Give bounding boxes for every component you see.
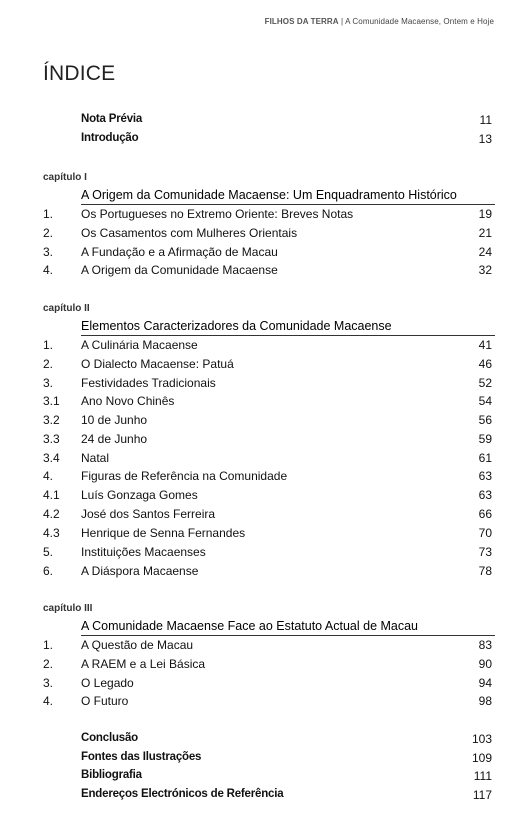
entry-label: O Legado <box>81 676 134 690</box>
toc-entry-front <box>0 113 529 132</box>
toc-entry <box>0 638 529 657</box>
entry-page: 19 <box>478 207 492 221</box>
chapter-rule <box>81 335 495 336</box>
toc-entry <box>0 357 529 376</box>
entry-label: Figuras de Referência na Comunidade <box>81 469 288 483</box>
entry-page: 11 <box>479 113 492 127</box>
entry-number: 3. <box>43 676 54 690</box>
entry-label: Instituições Macaenses <box>81 545 206 559</box>
toc-entry-back <box>0 732 529 751</box>
entry-page: 21 <box>478 226 492 240</box>
entry-label: Fontes das Ilustrações <box>81 751 202 763</box>
entry-page: 32 <box>478 263 492 277</box>
toc-entry <box>0 263 529 282</box>
entry-page: 61 <box>478 451 492 465</box>
toc-entry <box>0 376 529 395</box>
entry-label: A Questão de Macau <box>81 638 194 652</box>
entry-label: A Origem da Comunidade Macaense <box>81 263 278 277</box>
toc-entry-back <box>0 769 529 788</box>
entry-page: 59 <box>478 432 492 446</box>
entry-page: 24 <box>478 245 492 259</box>
entry-label: A RAEM e a Lei Básica <box>81 657 206 671</box>
entry-number: 6. <box>43 564 54 578</box>
toc-entry <box>0 207 529 226</box>
entry-page: 66 <box>478 507 492 521</box>
chapter-title: A Comunidade Macaense Face ao Estatuto Actual de Macau <box>81 619 419 633</box>
entry-page: 54 <box>478 394 492 408</box>
toc-entry <box>0 245 529 264</box>
entry-label: Endereços Electrónicos de Referência <box>81 788 284 800</box>
entry-page: 98 <box>478 694 492 708</box>
toc-entry <box>0 451 529 470</box>
toc-entry <box>0 226 529 245</box>
toc-entry <box>0 394 529 413</box>
entry-page: 41 <box>478 338 492 352</box>
toc-entry <box>0 413 529 432</box>
entry-number: 2. <box>43 357 54 371</box>
chapter-label: capítulo III <box>43 603 93 614</box>
entry-label: Natal <box>81 451 110 465</box>
toc-entry <box>0 545 529 564</box>
entry-number: 2. <box>43 226 54 240</box>
entry-number: 3.4 <box>43 451 60 465</box>
entry-page: 63 <box>478 488 492 502</box>
toc-entry-front <box>0 132 529 151</box>
toc-entry <box>0 338 529 357</box>
entry-page: 78 <box>478 564 492 578</box>
book-title: FILHOS DA TERRA <box>264 17 339 26</box>
entry-number: 5. <box>43 545 54 559</box>
entry-label: Henrique de Senna Fernandes <box>81 526 246 540</box>
entry-page: 63 <box>478 469 492 483</box>
entry-number: 3.1 <box>43 394 60 408</box>
toc-entry-back <box>0 751 529 770</box>
header-separator: | <box>341 17 344 26</box>
entry-label: Introdução <box>81 132 139 144</box>
entry-number: 3. <box>43 376 54 390</box>
entry-number: 3. <box>43 245 54 259</box>
entry-page: 56 <box>478 413 492 427</box>
entry-number: 1. <box>43 638 54 652</box>
toc-entry <box>0 564 529 583</box>
entry-label: A Culinária Macaense <box>81 338 198 352</box>
entry-number: 4.1 <box>43 488 60 502</box>
toc-entry <box>0 694 529 713</box>
toc-entry <box>0 488 529 507</box>
entry-number: 4.2 <box>43 507 60 521</box>
entry-label: O Dialecto Macaense: Patuá <box>81 357 234 371</box>
toc-entry <box>0 507 529 526</box>
entry-label: A Diáspora Macaense <box>81 564 199 578</box>
toc-entry <box>0 526 529 545</box>
entry-label: Os Casamentos com Mulheres Orientais <box>81 226 298 240</box>
entry-page: 94 <box>478 676 492 690</box>
entry-page: 52 <box>478 376 492 390</box>
entry-page: 73 <box>478 545 492 559</box>
chapter-rule <box>81 204 495 205</box>
entry-number: 4. <box>43 469 54 483</box>
running-header <box>265 17 494 26</box>
entry-label: O Futuro <box>81 694 129 708</box>
entry-page: 90 <box>478 657 492 671</box>
entry-number: 3.2 <box>43 413 60 427</box>
chapter-title: A Origem da Comunidade Macaense: Um Enquadramento Histórico <box>81 188 457 202</box>
chapter-rule <box>81 635 495 636</box>
entry-number: 1. <box>43 207 54 221</box>
entry-label: 24 de Junho <box>81 432 148 446</box>
entry-number: 1. <box>43 338 54 352</box>
toc-entry <box>0 432 529 451</box>
entry-number: 4. <box>43 263 54 277</box>
entry-label: A Fundação e a Afirmação de Macau <box>81 245 278 259</box>
entry-label: Conclusão <box>81 732 138 744</box>
toc-entry <box>0 657 529 676</box>
entry-page: 46 <box>478 357 492 371</box>
entry-page: 109 <box>471 751 492 765</box>
chapter-title: Elementos Caracterizadores da Comunidade Macaense <box>81 319 392 333</box>
chapter-label: capítulo I <box>43 172 87 183</box>
entry-page: 70 <box>478 526 492 540</box>
entry-page: 117 <box>472 788 492 802</box>
page-title: ÍNDICE <box>43 62 116 85</box>
toc-entry <box>0 676 529 695</box>
entry-number: 2. <box>43 657 54 671</box>
entry-page: 103 <box>471 732 492 746</box>
entry-label: Nota Prévia <box>81 113 143 125</box>
toc-entry <box>0 469 529 488</box>
entry-page: 111 <box>473 769 492 783</box>
entry-label: Luís Gonzaga Gomes <box>81 488 198 502</box>
entry-label: Ano Novo Chinês <box>81 394 175 408</box>
entry-page: 83 <box>478 638 492 652</box>
entry-label: Festividades Tradicionais <box>81 376 216 390</box>
chapter-label: capítulo II <box>43 303 90 314</box>
entry-label: 10 de Junho <box>81 413 148 427</box>
entry-label: José dos Santos Ferreira <box>81 507 216 521</box>
entry-number: 4.3 <box>43 526 60 540</box>
entry-number: 4. <box>43 694 54 708</box>
entry-label: Os Portugueses no Extremo Oriente: Breves Notas <box>81 207 354 221</box>
book-subtitle: A Comunidade Macaense, Ontem e Hoje <box>345 17 494 26</box>
entry-page: 13 <box>478 132 492 146</box>
entry-label: Bibliografia <box>81 769 142 781</box>
entry-number: 3.3 <box>43 432 60 446</box>
toc-entry-back <box>0 788 529 807</box>
